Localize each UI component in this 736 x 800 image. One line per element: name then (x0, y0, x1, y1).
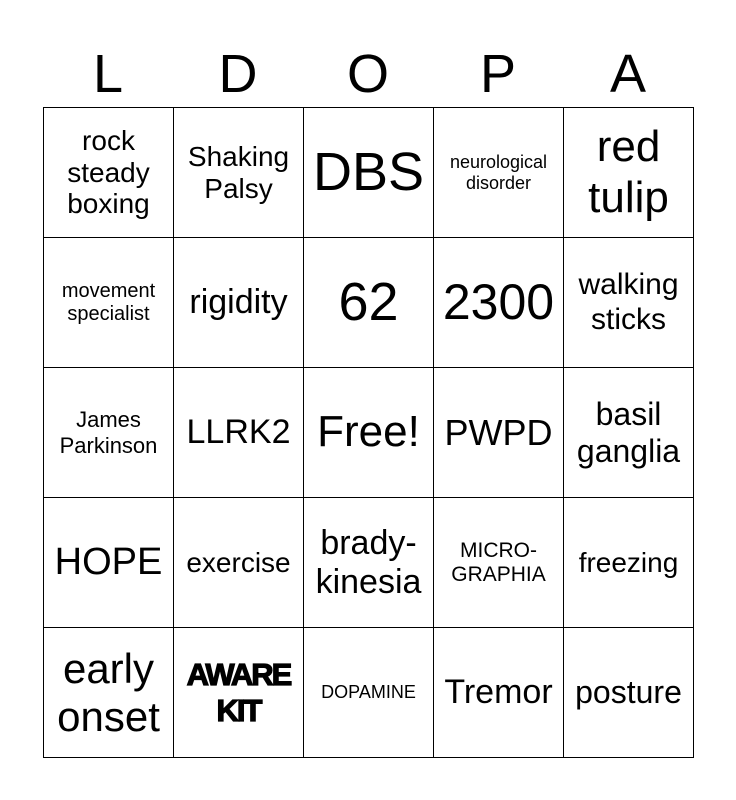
bingo-cell[interactable] (174, 108, 304, 238)
cell-text: walking sticks (578, 268, 679, 336)
bingo-cell[interactable] (434, 498, 564, 628)
bingo-cell[interactable] (304, 238, 434, 368)
bingo-row (44, 628, 694, 758)
bingo-cell[interactable] (564, 498, 694, 628)
bingo-cell[interactable] (44, 238, 174, 368)
cell-text: Shaking Palsy (187, 140, 290, 204)
cell-text: basil ganglia (576, 396, 681, 469)
bingo-cell[interactable] (44, 368, 174, 498)
bingo-row (44, 498, 694, 628)
cell-text: Tremor (444, 673, 553, 712)
cell-text: HOPE (54, 540, 163, 583)
cell-text: Free! (317, 407, 420, 457)
header-letter: L (92, 44, 124, 104)
bingo-cell[interactable] (564, 368, 694, 498)
cell-text: 62 (338, 271, 399, 332)
bingo-row (44, 238, 694, 368)
bingo-cell[interactable] (174, 368, 304, 498)
header-letter: O (346, 44, 389, 104)
cell-text: PWPD (444, 411, 553, 453)
bingo-cell[interactable] (434, 108, 564, 238)
bingo-cell[interactable] (174, 628, 304, 758)
bingo-cell[interactable] (304, 108, 434, 238)
bingo-cell[interactable] (564, 628, 694, 758)
cell-text: exercise (186, 546, 291, 578)
bingo-cell[interactable] (44, 108, 174, 238)
bingo-cell[interactable] (564, 108, 694, 238)
bingo-cell[interactable] (434, 368, 564, 498)
cell-text: MICRO-GRAPHIA (451, 538, 546, 586)
bingo-cell[interactable] (44, 498, 174, 628)
cell-text: rigidity (189, 283, 288, 322)
cell-text: DOPAMINE (321, 682, 416, 703)
cell-text: LLRK2 (186, 413, 291, 452)
cell-text: neurological disorder (449, 151, 548, 193)
cell-text: DBS (312, 141, 425, 202)
bingo-cell[interactable] (434, 628, 564, 758)
header-letter: D (218, 44, 258, 104)
bingo-cell[interactable] (304, 628, 434, 758)
cell-text: posture (575, 674, 682, 711)
cell-text: AWARE KIT (186, 657, 291, 728)
bingo-cell[interactable] (304, 498, 434, 628)
bingo-cell[interactable] (434, 238, 564, 368)
bingo-cell[interactable] (44, 628, 174, 758)
cell-text: brady-kinesia (315, 523, 422, 601)
cell-text: James Parkinson (59, 407, 158, 458)
cell-text: freezing (578, 546, 679, 578)
bingo-row (44, 368, 694, 498)
cell-text: early onset (57, 644, 160, 740)
cell-text: movement specialist (61, 279, 156, 325)
bingo-cell[interactable] (564, 238, 694, 368)
bingo-cell[interactable] (174, 238, 304, 368)
bingo-cell[interactable] (174, 498, 304, 628)
cell-text: rock steady boxing (67, 124, 150, 220)
bingo-grid (43, 107, 694, 758)
header-letter: A (609, 44, 647, 104)
header-letter: P (479, 44, 517, 104)
cell-text: red tulip (588, 122, 669, 222)
cell-text: 2300 (442, 274, 555, 330)
bingo-cell[interactable] (304, 368, 434, 498)
bingo-header (43, 40, 693, 108)
bingo-row (44, 108, 694, 238)
